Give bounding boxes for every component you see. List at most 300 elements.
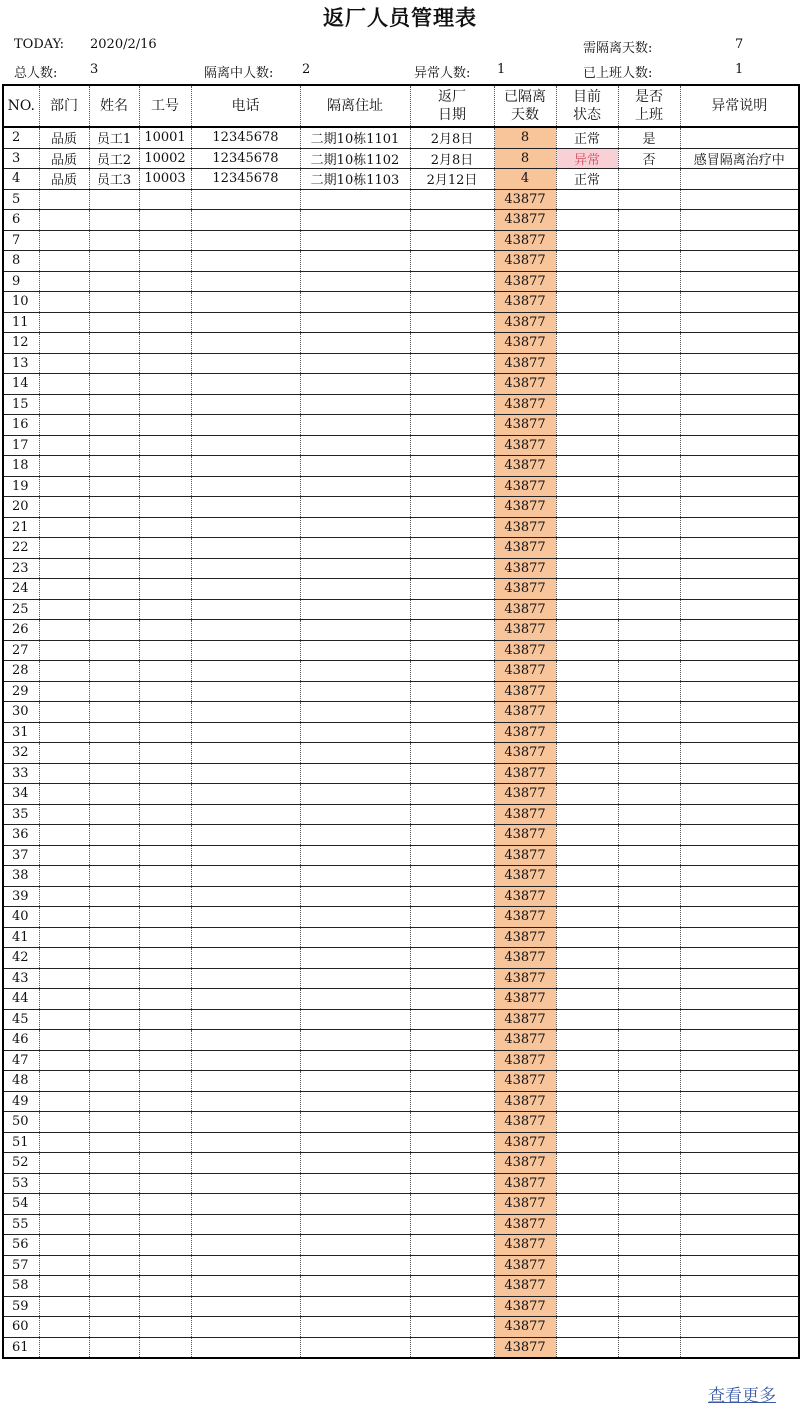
cell-name[interactable]: [89, 1132, 139, 1153]
cell-return-date[interactable]: [410, 1132, 494, 1153]
cell-name[interactable]: [89, 784, 139, 805]
cell-at-work[interactable]: [618, 1276, 680, 1297]
cell-quarantined-days[interactable]: 43877: [494, 968, 556, 989]
cell-name[interactable]: 员工3: [89, 169, 139, 190]
cell-no[interactable]: 16: [3, 415, 39, 436]
cell-department[interactable]: [39, 1112, 89, 1133]
cell-department[interactable]: [39, 763, 89, 784]
cell-department[interactable]: [39, 907, 89, 928]
cell-quarantine-address[interactable]: [300, 1194, 410, 1215]
cell-name[interactable]: [89, 558, 139, 579]
cell-employee-id[interactable]: 10002: [139, 148, 191, 169]
cell-at-work[interactable]: [618, 1296, 680, 1317]
cell-quarantined-days[interactable]: 43877: [494, 517, 556, 538]
cell-abnormal-note[interactable]: [680, 353, 799, 374]
cell-employee-id[interactable]: [139, 1112, 191, 1133]
cell-no[interactable]: 17: [3, 435, 39, 456]
cell-current-status[interactable]: [556, 763, 618, 784]
cell-employee-id[interactable]: [139, 353, 191, 374]
cell-abnormal-note[interactable]: [680, 210, 799, 231]
cell-name[interactable]: [89, 353, 139, 374]
cell-department[interactable]: [39, 784, 89, 805]
cell-return-date[interactable]: [410, 538, 494, 559]
cell-abnormal-note[interactable]: [680, 1194, 799, 1215]
cell-quarantined-days[interactable]: 43877: [494, 825, 556, 846]
cell-quarantine-address[interactable]: [300, 1112, 410, 1133]
cell-department[interactable]: [39, 415, 89, 436]
cell-at-work[interactable]: 是: [618, 127, 680, 148]
cell-quarantine-address[interactable]: [300, 1317, 410, 1338]
cell-current-status[interactable]: [556, 517, 618, 538]
cell-quarantine-address[interactable]: [300, 866, 410, 887]
cell-abnormal-note[interactable]: [680, 784, 799, 805]
cell-current-status[interactable]: [556, 599, 618, 620]
cell-abnormal-note[interactable]: [680, 230, 799, 251]
cell-department[interactable]: [39, 1317, 89, 1338]
cell-phone[interactable]: [191, 1337, 300, 1358]
cell-no[interactable]: 15: [3, 394, 39, 415]
cell-no[interactable]: 25: [3, 599, 39, 620]
cell-phone[interactable]: [191, 661, 300, 682]
cell-phone[interactable]: [191, 1214, 300, 1235]
cell-department[interactable]: [39, 681, 89, 702]
cell-abnormal-note[interactable]: [680, 948, 799, 969]
cell-return-date[interactable]: [410, 743, 494, 764]
cell-quarantined-days[interactable]: 43877: [494, 1235, 556, 1256]
cell-quarantined-days[interactable]: 43877: [494, 497, 556, 518]
cell-phone[interactable]: [191, 1071, 300, 1092]
cell-current-status[interactable]: [556, 210, 618, 231]
cell-return-date[interactable]: [410, 640, 494, 661]
cell-current-status[interactable]: [556, 579, 618, 600]
cell-no[interactable]: 39: [3, 886, 39, 907]
cell-return-date[interactable]: [410, 1296, 494, 1317]
cell-employee-id[interactable]: [139, 845, 191, 866]
view-more-link[interactable]: 查看更多: [708, 1386, 776, 1406]
cell-phone[interactable]: [191, 497, 300, 518]
cell-abnormal-note[interactable]: [680, 1030, 799, 1051]
cell-abnormal-note[interactable]: [680, 169, 799, 190]
cell-quarantined-days[interactable]: 43877: [494, 1030, 556, 1051]
cell-abnormal-note[interactable]: [680, 989, 799, 1010]
cell-abnormal-note[interactable]: [680, 1132, 799, 1153]
cell-quarantine-address[interactable]: [300, 1030, 410, 1051]
cell-department[interactable]: [39, 1235, 89, 1256]
cell-department[interactable]: [39, 948, 89, 969]
cell-name[interactable]: [89, 292, 139, 313]
cell-quarantined-days[interactable]: 43877: [494, 1091, 556, 1112]
cell-quarantine-address[interactable]: [300, 1235, 410, 1256]
cell-quarantined-days[interactable]: 43877: [494, 558, 556, 579]
cell-department[interactable]: [39, 538, 89, 559]
cell-return-date[interactable]: [410, 394, 494, 415]
cell-no[interactable]: 42: [3, 948, 39, 969]
cell-quarantine-address[interactable]: [300, 394, 410, 415]
cell-quarantined-days[interactable]: 43877: [494, 1173, 556, 1194]
cell-abnormal-note[interactable]: [680, 825, 799, 846]
cell-employee-id[interactable]: [139, 907, 191, 928]
cell-employee-id[interactable]: [139, 435, 191, 456]
cell-abnormal-note[interactable]: [680, 1317, 799, 1338]
cell-quarantined-days[interactable]: 43877: [494, 210, 556, 231]
cell-employee-id[interactable]: [139, 743, 191, 764]
cell-department[interactable]: [39, 989, 89, 1010]
cell-quarantine-address[interactable]: 二期10栋1102: [300, 148, 410, 169]
cell-employee-id[interactable]: [139, 599, 191, 620]
cell-quarantined-days[interactable]: 43877: [494, 415, 556, 436]
cell-at-work[interactable]: [618, 1132, 680, 1153]
cell-abnormal-note[interactable]: [680, 271, 799, 292]
cell-employee-id[interactable]: [139, 1071, 191, 1092]
cell-at-work[interactable]: [618, 599, 680, 620]
cell-quarantine-address[interactable]: [300, 989, 410, 1010]
cell-abnormal-note[interactable]: [680, 1296, 799, 1317]
cell-employee-id[interactable]: [139, 804, 191, 825]
cell-current-status[interactable]: [556, 804, 618, 825]
cell-phone[interactable]: 12345678: [191, 127, 300, 148]
cell-name[interactable]: [89, 825, 139, 846]
cell-at-work[interactable]: [618, 866, 680, 887]
cell-abnormal-note[interactable]: [680, 599, 799, 620]
cell-no[interactable]: 31: [3, 722, 39, 743]
cell-no[interactable]: 20: [3, 497, 39, 518]
cell-name[interactable]: [89, 333, 139, 354]
cell-quarantine-address[interactable]: [300, 886, 410, 907]
cell-quarantined-days[interactable]: 43877: [494, 886, 556, 907]
cell-phone[interactable]: 12345678: [191, 169, 300, 190]
cell-phone[interactable]: [191, 435, 300, 456]
cell-abnormal-note[interactable]: [680, 251, 799, 272]
cell-abnormal-note[interactable]: [680, 558, 799, 579]
cell-employee-id[interactable]: [139, 825, 191, 846]
cell-phone[interactable]: [191, 640, 300, 661]
cell-phone[interactable]: [191, 620, 300, 641]
cell-no[interactable]: 44: [3, 989, 39, 1010]
cell-at-work[interactable]: [618, 189, 680, 210]
cell-current-status[interactable]: [556, 702, 618, 723]
cell-name[interactable]: [89, 1276, 139, 1297]
cell-return-date[interactable]: [410, 886, 494, 907]
cell-quarantined-days[interactable]: 43877: [494, 1071, 556, 1092]
cell-abnormal-note[interactable]: [680, 1050, 799, 1071]
cell-phone[interactable]: [191, 907, 300, 928]
cell-name[interactable]: [89, 804, 139, 825]
cell-quarantined-days[interactable]: 43877: [494, 784, 556, 805]
cell-abnormal-note[interactable]: [680, 189, 799, 210]
cell-return-date[interactable]: [410, 1337, 494, 1358]
cell-department[interactable]: 品质: [39, 127, 89, 148]
cell-phone[interactable]: [191, 1194, 300, 1215]
cell-no[interactable]: 61: [3, 1337, 39, 1358]
cell-name[interactable]: [89, 1235, 139, 1256]
cell-quarantined-days[interactable]: 43877: [494, 333, 556, 354]
cell-quarantine-address[interactable]: [300, 271, 410, 292]
cell-current-status[interactable]: [556, 640, 618, 661]
cell-name[interactable]: [89, 394, 139, 415]
cell-quarantine-address[interactable]: [300, 1337, 410, 1358]
cell-at-work[interactable]: [618, 517, 680, 538]
cell-at-work[interactable]: [618, 743, 680, 764]
cell-employee-id[interactable]: [139, 1296, 191, 1317]
cell-current-status[interactable]: [556, 415, 618, 436]
cell-employee-id[interactable]: [139, 989, 191, 1010]
cell-department[interactable]: [39, 825, 89, 846]
cell-abnormal-note[interactable]: [680, 743, 799, 764]
cell-phone[interactable]: [191, 333, 300, 354]
cell-current-status[interactable]: [556, 538, 618, 559]
cell-quarantined-days[interactable]: 43877: [494, 1255, 556, 1276]
cell-no[interactable]: 40: [3, 907, 39, 928]
cell-abnormal-note[interactable]: [680, 1153, 799, 1174]
cell-phone[interactable]: [191, 989, 300, 1010]
cell-no[interactable]: 18: [3, 456, 39, 477]
cell-employee-id[interactable]: [139, 661, 191, 682]
cell-return-date[interactable]: [410, 230, 494, 251]
cell-name[interactable]: [89, 1255, 139, 1276]
cell-current-status[interactable]: [556, 292, 618, 313]
cell-at-work[interactable]: [618, 579, 680, 600]
cell-name[interactable]: [89, 927, 139, 948]
cell-at-work[interactable]: [618, 702, 680, 723]
cell-abnormal-note[interactable]: [680, 579, 799, 600]
cell-phone[interactable]: [191, 927, 300, 948]
cell-no[interactable]: 28: [3, 661, 39, 682]
cell-employee-id[interactable]: [139, 1235, 191, 1256]
cell-phone[interactable]: 12345678: [191, 148, 300, 169]
cell-current-status[interactable]: [556, 251, 618, 272]
cell-employee-id[interactable]: [139, 517, 191, 538]
cell-abnormal-note[interactable]: [680, 1009, 799, 1030]
cell-name[interactable]: [89, 374, 139, 395]
cell-name[interactable]: [89, 456, 139, 477]
cell-quarantine-address[interactable]: [300, 251, 410, 272]
cell-no[interactable]: 23: [3, 558, 39, 579]
cell-abnormal-note[interactable]: 感冒隔离治疗中: [680, 148, 799, 169]
cell-employee-id[interactable]: [139, 312, 191, 333]
cell-current-status[interactable]: [556, 968, 618, 989]
cell-department[interactable]: [39, 374, 89, 395]
cell-return-date[interactable]: [410, 661, 494, 682]
cell-name[interactable]: [89, 1112, 139, 1133]
cell-name[interactable]: [89, 230, 139, 251]
cell-quarantined-days[interactable]: 43877: [494, 1153, 556, 1174]
cell-department[interactable]: [39, 210, 89, 231]
cell-quarantine-address[interactable]: [300, 1173, 410, 1194]
cell-return-date[interactable]: 2月12日: [410, 169, 494, 190]
cell-employee-id[interactable]: [139, 1194, 191, 1215]
cell-abnormal-note[interactable]: [680, 640, 799, 661]
cell-quarantined-days[interactable]: 43877: [494, 1317, 556, 1338]
cell-no[interactable]: 43: [3, 968, 39, 989]
cell-quarantined-days[interactable]: 43877: [494, 1009, 556, 1030]
cell-current-status[interactable]: [556, 1276, 618, 1297]
cell-at-work[interactable]: 否: [618, 148, 680, 169]
cell-name[interactable]: [89, 866, 139, 887]
cell-no[interactable]: 48: [3, 1071, 39, 1092]
cell-at-work[interactable]: [618, 1112, 680, 1133]
cell-quarantine-address[interactable]: [300, 722, 410, 743]
cell-phone[interactable]: [191, 210, 300, 231]
cell-at-work[interactable]: [618, 1255, 680, 1276]
cell-employee-id[interactable]: [139, 558, 191, 579]
cell-abnormal-note[interactable]: [680, 517, 799, 538]
cell-abnormal-note[interactable]: [680, 927, 799, 948]
cell-quarantined-days[interactable]: 43877: [494, 640, 556, 661]
cell-phone[interactable]: [191, 415, 300, 436]
cell-name[interactable]: [89, 1050, 139, 1071]
cell-no[interactable]: 56: [3, 1235, 39, 1256]
cell-employee-id[interactable]: [139, 1337, 191, 1358]
cell-name[interactable]: [89, 640, 139, 661]
cell-no[interactable]: 29: [3, 681, 39, 702]
cell-no[interactable]: 47: [3, 1050, 39, 1071]
cell-return-date[interactable]: [410, 722, 494, 743]
cell-at-work[interactable]: [618, 456, 680, 477]
cell-phone[interactable]: [191, 456, 300, 477]
cell-phone[interactable]: [191, 1255, 300, 1276]
cell-name[interactable]: [89, 1194, 139, 1215]
cell-at-work[interactable]: [618, 1009, 680, 1030]
cell-return-date[interactable]: [410, 702, 494, 723]
cell-at-work[interactable]: [618, 415, 680, 436]
cell-quarantined-days[interactable]: 43877: [494, 1214, 556, 1235]
cell-phone[interactable]: [191, 1132, 300, 1153]
cell-return-date[interactable]: [410, 1317, 494, 1338]
cell-quarantine-address[interactable]: [300, 230, 410, 251]
cell-quarantined-days[interactable]: 43877: [494, 1276, 556, 1297]
cell-no[interactable]: 59: [3, 1296, 39, 1317]
cell-return-date[interactable]: [410, 517, 494, 538]
cell-no[interactable]: 12: [3, 333, 39, 354]
cell-current-status[interactable]: 正常: [556, 169, 618, 190]
cell-no[interactable]: 45: [3, 1009, 39, 1030]
cell-return-date[interactable]: [410, 845, 494, 866]
cell-phone[interactable]: [191, 292, 300, 313]
cell-current-status[interactable]: [556, 1194, 618, 1215]
cell-return-date[interactable]: [410, 210, 494, 231]
cell-no[interactable]: 2: [3, 127, 39, 148]
cell-return-date[interactable]: [410, 497, 494, 518]
cell-department[interactable]: [39, 1173, 89, 1194]
cell-quarantine-address[interactable]: [300, 1009, 410, 1030]
cell-at-work[interactable]: [618, 784, 680, 805]
cell-name[interactable]: [89, 435, 139, 456]
cell-return-date[interactable]: [410, 968, 494, 989]
cell-quarantine-address[interactable]: [300, 784, 410, 805]
cell-quarantine-address[interactable]: [300, 312, 410, 333]
cell-name[interactable]: [89, 722, 139, 743]
cell-return-date[interactable]: [410, 415, 494, 436]
cell-current-status[interactable]: [556, 1071, 618, 1092]
cell-quarantine-address[interactable]: [300, 1296, 410, 1317]
cell-abnormal-note[interactable]: [680, 1091, 799, 1112]
cell-name[interactable]: [89, 1317, 139, 1338]
cell-name[interactable]: [89, 907, 139, 928]
cell-employee-id[interactable]: [139, 620, 191, 641]
cell-employee-id[interactable]: [139, 1009, 191, 1030]
cell-department[interactable]: [39, 599, 89, 620]
cell-at-work[interactable]: [618, 312, 680, 333]
cell-current-status[interactable]: [556, 271, 618, 292]
cell-return-date[interactable]: [410, 558, 494, 579]
cell-quarantine-address[interactable]: [300, 558, 410, 579]
cell-return-date[interactable]: [410, 825, 494, 846]
cell-return-date[interactable]: [410, 763, 494, 784]
cell-return-date[interactable]: [410, 1194, 494, 1215]
cell-return-date[interactable]: [410, 681, 494, 702]
cell-current-status[interactable]: [556, 558, 618, 579]
cell-name[interactable]: [89, 681, 139, 702]
cell-return-date[interactable]: [410, 1071, 494, 1092]
cell-current-status[interactable]: [556, 497, 618, 518]
cell-name[interactable]: [89, 271, 139, 292]
cell-abnormal-note[interactable]: [680, 1214, 799, 1235]
cell-abnormal-note[interactable]: [680, 681, 799, 702]
cell-abnormal-note[interactable]: [680, 702, 799, 723]
cell-quarantine-address[interactable]: [300, 210, 410, 231]
cell-phone[interactable]: [191, 681, 300, 702]
cell-phone[interactable]: [191, 189, 300, 210]
cell-abnormal-note[interactable]: [680, 476, 799, 497]
cell-abnormal-note[interactable]: [680, 866, 799, 887]
cell-at-work[interactable]: [618, 169, 680, 190]
cell-at-work[interactable]: [618, 845, 680, 866]
cell-return-date[interactable]: [410, 1091, 494, 1112]
cell-name[interactable]: [89, 620, 139, 641]
cell-current-status[interactable]: [556, 1337, 618, 1358]
cell-department[interactable]: [39, 230, 89, 251]
cell-quarantine-address[interactable]: [300, 845, 410, 866]
cell-return-date[interactable]: [410, 271, 494, 292]
cell-return-date[interactable]: [410, 1050, 494, 1071]
cell-department[interactable]: [39, 312, 89, 333]
cell-current-status[interactable]: [556, 1317, 618, 1338]
cell-abnormal-note[interactable]: [680, 804, 799, 825]
cell-quarantined-days[interactable]: 43877: [494, 866, 556, 887]
cell-phone[interactable]: [191, 271, 300, 292]
cell-at-work[interactable]: [618, 271, 680, 292]
cell-abnormal-note[interactable]: [680, 1337, 799, 1358]
cell-phone[interactable]: [191, 866, 300, 887]
cell-quarantine-address[interactable]: [300, 1214, 410, 1235]
cell-at-work[interactable]: [618, 804, 680, 825]
cell-return-date[interactable]: [410, 1153, 494, 1174]
cell-employee-id[interactable]: [139, 230, 191, 251]
cell-at-work[interactable]: [618, 1235, 680, 1256]
cell-quarantined-days[interactable]: 43877: [494, 1194, 556, 1215]
cell-current-status[interactable]: [556, 1132, 618, 1153]
cell-abnormal-note[interactable]: [680, 1173, 799, 1194]
cell-return-date[interactable]: [410, 784, 494, 805]
cell-phone[interactable]: [191, 1009, 300, 1030]
cell-current-status[interactable]: [556, 784, 618, 805]
cell-abnormal-note[interactable]: [680, 456, 799, 477]
cell-quarantined-days[interactable]: 43877: [494, 251, 556, 272]
cell-department[interactable]: [39, 968, 89, 989]
cell-current-status[interactable]: [556, 1296, 618, 1317]
cell-return-date[interactable]: [410, 579, 494, 600]
cell-quarantine-address[interactable]: [300, 948, 410, 969]
cell-no[interactable]: 10: [3, 292, 39, 313]
cell-quarantined-days[interactable]: 43877: [494, 1296, 556, 1317]
cell-department[interactable]: [39, 640, 89, 661]
cell-abnormal-note[interactable]: [680, 1112, 799, 1133]
cell-return-date[interactable]: [410, 1112, 494, 1133]
cell-employee-id[interactable]: [139, 681, 191, 702]
cell-employee-id[interactable]: [139, 374, 191, 395]
cell-no[interactable]: 30: [3, 702, 39, 723]
cell-name[interactable]: [89, 989, 139, 1010]
